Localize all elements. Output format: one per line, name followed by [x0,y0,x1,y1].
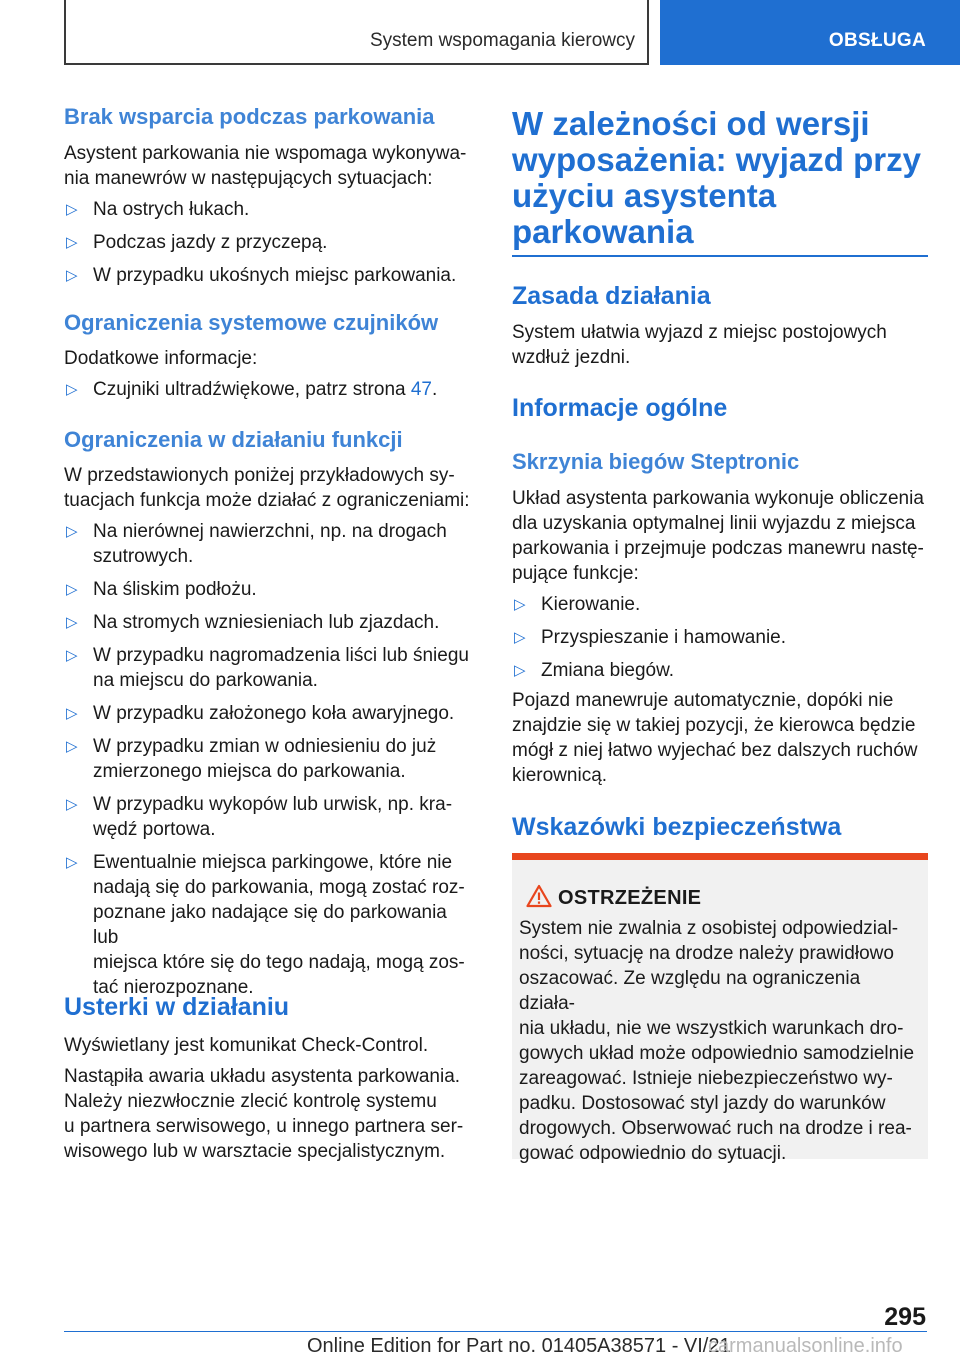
triangle-bullet-icon: ▷ [66,647,78,664]
triangle-bullet-icon: ▷ [66,234,78,251]
warning-text: System nie zwalnia z osobistej odpowiedzial- ności, sytuację na drodze należy prawidłowo oszacować. Ze względu na ograniczenia działa- nia układu, nie we wszystkich warunkach dro- gowych układ może odpowiednio samodzielnie zareagować. Istnieje niebezpieczeństwo wy- padku. Dostosować styl jazdy do warunków drogowych. Obserwować ruch na drodze i rea- gować odpowiednio do sytuacji. [519,918,915,1164]
heading-malfunctions: Usterki w działaniu [64,993,290,1021]
footer-watermark: carmanualsonline.info [708,1335,903,1357]
heading-no-parking-support: Brak wsparcia podczas parkowania [64,104,435,129]
triangle-bullet-icon: ▷ [514,596,526,613]
list-item: ▷ Na stromych wzniesieniach lub zjazdach. [66,612,440,633]
triangle-bullet-icon: ▷ [514,662,526,679]
list-item: ▷ W przypadku zmian w odniesieniu do już zmierzonego miejsca do parkowania. [66,736,437,782]
list-item: ▷ Przyspieszanie i hamowanie. [514,627,787,648]
triangle-bullet-icon: ▷ [66,854,78,871]
list-item: ▷ W przypadku założonego koła awaryjnego. [66,703,455,724]
text-steptronic-after: Pojazd manewruje automatycznie, dopóki nie znajdzie się w takiej pozycji, że kierowca będzie mógł z niej łatwo wyjechać bez dalszych ruchów kierownicą. [512,690,918,786]
list-item: ▷ W przypadku ukośnych miejsc parkowania. [66,265,457,286]
list-no-parking-support [64,197,476,296]
list-item: ▷ Zmiana biegów. [514,660,675,681]
triangle-bullet-icon: ▷ [66,738,78,755]
text-principle: System ułatwia wyjazd z miejsc postojowych wzdłuż jezdni. [512,322,887,368]
list-sensor-limits [64,377,476,410]
header-section-box [64,0,649,65]
triangle-bullet-icon: ▷ [514,629,526,646]
triangle-bullet-icon: ▷ [66,581,78,598]
triangle-bullet-icon: ▷ [66,523,78,540]
warning-box [512,853,928,1164]
triangle-bullet-icon: ▷ [66,614,78,631]
list-item: ▷ Czujniki ultradźwiękowe, patrz strona 47. [66,379,438,400]
list-item: ▷ W przypadku nagromadzenia liści lub śniegu na miejscu do parkowania. [66,645,469,691]
warning-triangle-icon [526,884,552,908]
list-item: ▷ Podczas jazdy z przyczepą. [66,232,328,253]
list-item: ▷ W przypadku wykopów lub urwisk, np. kra- wędź portowa. [66,794,453,840]
heading-sensor-limits: Ograniczenia systemowe czujników [64,310,439,335]
header-section-title: System wspomagania kierowcy [369,30,635,51]
text-function-limits-intro: W przedstawionych poniżej przykładowych sy- tuacjach funkcja może działać z ograniczeniami: [64,465,470,511]
text-steptronic: Układ asystenta parkowania wykonuje obliczenia dla uzyskania optymalnej linii wyjazdu z miejsca parkowania i przejmuje podczas manewru nastę- pujące funkcje: [512,488,924,584]
text-malfunctions-p1: Wyświetlany jest komunikat Check-Control. [64,1035,429,1056]
list-item: ▷ Kierowanie. [514,594,641,615]
page-link-47[interactable]: 47 [410,379,432,400]
page-number: 295 [884,1303,926,1331]
warning-label: OSTRZEŻENIE [558,887,702,909]
triangle-bullet-icon: ▷ [66,267,78,284]
heading-function-limits: Ograniczenia w działaniu funkcji [64,427,403,452]
text-sensor-limits-intro: Dodatkowe informacje: [64,348,258,369]
header-tab-label: OBSŁUGA [828,30,926,51]
heading-exit-assistant: W zależności od wersji wyposażenia: wyjazd przy użyciu asystenta parkowania [512,105,921,250]
list-item: ▷ Na śliskim podłożu. [66,579,257,600]
list-item: ▷ Ewentualnie miejsca parkingowe, które nie nadają się do parkowania, mogą zostać roz- poznane jako nadające się do parkowania lub miejsca które się do tego nadają, mogą zos- tać nierozpoznane. [66,852,465,998]
list-function-limits [64,519,476,1008]
heading-steptronic: Skrzynia biegów Steptronic [512,449,800,474]
section-divider [512,255,928,257]
list-steptronic-functions [512,592,928,691]
heading-principle: Zasada działania [512,282,711,310]
header-chapter-tab[interactable] [660,0,960,65]
triangle-bullet-icon: ▷ [66,705,78,722]
text-no-parking-support-intro: Asystent parkowania nie wspomaga wykonywa- nia manewrów w następujących sytuacjach: [64,143,467,189]
list-item: ▷ Na ostrych łukach. [66,199,250,220]
heading-safety: Wskazówki bezpieczeństwa [512,813,842,841]
heading-general-info: Informacje ogólne [512,394,728,422]
footer-edition: Online Edition for Part no. 01405A38571 - VI/21 [307,1335,731,1357]
triangle-bullet-icon: ▷ [66,201,78,218]
triangle-bullet-icon: ▷ [66,796,78,813]
footer-divider [64,1331,927,1332]
list-item: ▷ Na nierównej nawierzchni, np. na drogach szutrowych. [66,521,447,567]
text-malfunctions-p2: Nastąpiła awaria układu asystenta parkowania. Należy niezwłocznie zlecić kontrolę systemu u partnera serwisowego, u innego partnera ser- wisowego lub w warsztacie specjalistycznym. [64,1066,464,1162]
triangle-bullet-icon: ▷ [66,381,78,398]
